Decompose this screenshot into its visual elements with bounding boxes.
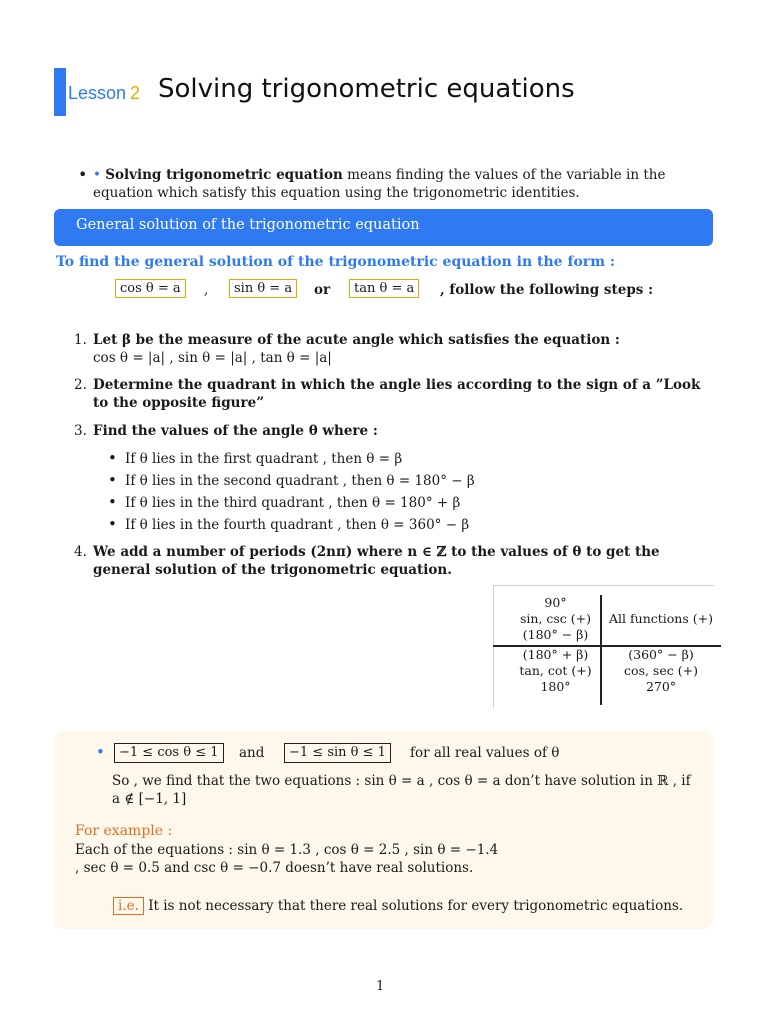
- formula-label: (360° − β): [628, 647, 694, 662]
- step-text: We add a number of periods (2nπ) where n ∈ ℤ to the values of θ to get the general solution of the trigonometric equation.: [93, 544, 660, 578]
- bullet-icon: •: [108, 471, 117, 489]
- bullet-icon: •: [78, 165, 88, 184]
- quadrant-2-cell: [503, 595, 608, 643]
- step-text: Find the values of the angle θ where :: [93, 423, 378, 439]
- step-number: 3.: [74, 423, 87, 439]
- and-word: and: [239, 745, 265, 761]
- sign-label: sin, csc (+): [519, 611, 592, 626]
- sign-label: tan, cot (+): [519, 663, 592, 678]
- sin-range-box: −1 ≤ sin θ ≤ 1: [284, 743, 391, 763]
- ie-row: [113, 898, 703, 914]
- quadrant-4-cell: [603, 647, 719, 695]
- step-2: [74, 376, 714, 412]
- range-row: [96, 743, 696, 763]
- angle-label: 90°: [544, 595, 567, 610]
- quadrant-1-cell: [603, 611, 719, 627]
- step-number: 2.: [74, 377, 87, 393]
- lesson-label: [68, 83, 140, 104]
- intro-rest: means finding the values of the variable in the equation which satisfy this equation using the trigonometric identities.: [93, 167, 666, 201]
- sin-form-box: sin θ = a: [229, 279, 297, 298]
- bullet-icon: •: [108, 493, 117, 511]
- formula-label: (180° + β): [522, 647, 589, 662]
- for-example-heading: For example :: [75, 823, 173, 839]
- formula-label: (180° − β): [522, 627, 589, 642]
- tan-form-box: tan θ = a: [349, 279, 419, 298]
- step-3: [74, 422, 714, 440]
- quadrant-3-cell: [503, 647, 608, 695]
- step-1-equations: cos θ = |a| , sin θ = |a| , tan θ = |a|: [93, 350, 332, 366]
- rule-text: If θ lies in the first quadrant , then θ = β: [125, 451, 403, 467]
- step-number: 1.: [74, 332, 87, 348]
- intro-text: [93, 166, 718, 202]
- or-word: or: [314, 282, 331, 298]
- step-1: [74, 331, 714, 367]
- bullet-icon: •: [108, 515, 117, 533]
- banner-text: General solution of the trigonometric equation: [76, 217, 420, 233]
- example-line-1: Each of the equations : sin θ = 1.3 , cos θ = 2.5 , sin θ = −1.4: [75, 842, 499, 858]
- example-line-2: , sec θ = 0.5 and csc θ = −0.7 doesn’t have real solutions.: [75, 860, 474, 876]
- ie-badge: i.e.: [113, 897, 144, 915]
- ie-text: It is not necessary that there real solutions for every trigonometric equations.: [148, 898, 684, 914]
- form-heading: To find the general solution of the trigonometric equation in the form :: [56, 254, 616, 270]
- step-text: Determine the quadrant in which the angle lies according to the sign of a ”Look to the opposite figure”: [93, 377, 701, 411]
- lesson-number: 2: [130, 83, 141, 103]
- section-banner: [54, 209, 713, 246]
- consequence-text: So , we find that the two equations : sin θ = a , cos θ = a don’t have solution in ℝ , if a ∉ [−1, 1]: [112, 773, 691, 807]
- separator: ,: [204, 282, 209, 298]
- example-text: [75, 841, 675, 877]
- intro-bold: Solving trigonometric equation: [105, 167, 343, 183]
- page-title: Solving trigonometric equations: [158, 74, 575, 104]
- rule-text: If θ lies in the third quadrant , then θ = 180° + β: [125, 495, 461, 511]
- page-number: 1: [376, 979, 385, 994]
- intro-paragraph: [78, 165, 718, 201]
- angle-label: 180°: [540, 679, 571, 694]
- title-accent-bar: [54, 68, 66, 116]
- cos-form-box: cos θ = a: [115, 279, 186, 298]
- rule-text: If θ lies in the second quadrant , then θ = 180° − β: [125, 473, 475, 489]
- sign-label: cos, sec (+): [624, 663, 698, 678]
- bullet-icon: •: [96, 743, 105, 761]
- cos-range-box: −1 ≤ cos θ ≤ 1: [114, 743, 224, 763]
- sign-label: All functions (+): [609, 611, 713, 626]
- follow-text: , follow the following steps :: [440, 282, 654, 298]
- for-all-text: for all real values of θ: [410, 745, 560, 761]
- note-box: [54, 731, 713, 929]
- bullet-icon: •: [108, 449, 117, 467]
- angle-label: 270°: [645, 679, 677, 694]
- step-number: 4.: [74, 544, 87, 560]
- lesson-word: Lesson: [68, 83, 127, 103]
- blue-bullet-icon: •: [93, 167, 106, 183]
- quadrant-sign-figure: [493, 585, 721, 707]
- step-4: [74, 543, 714, 579]
- step-text: Let β be the measure of the acute angle which satisfies the equation :: [93, 332, 620, 348]
- rule-text: If θ lies in the fourth quadrant , then θ = 360° − β: [125, 517, 470, 533]
